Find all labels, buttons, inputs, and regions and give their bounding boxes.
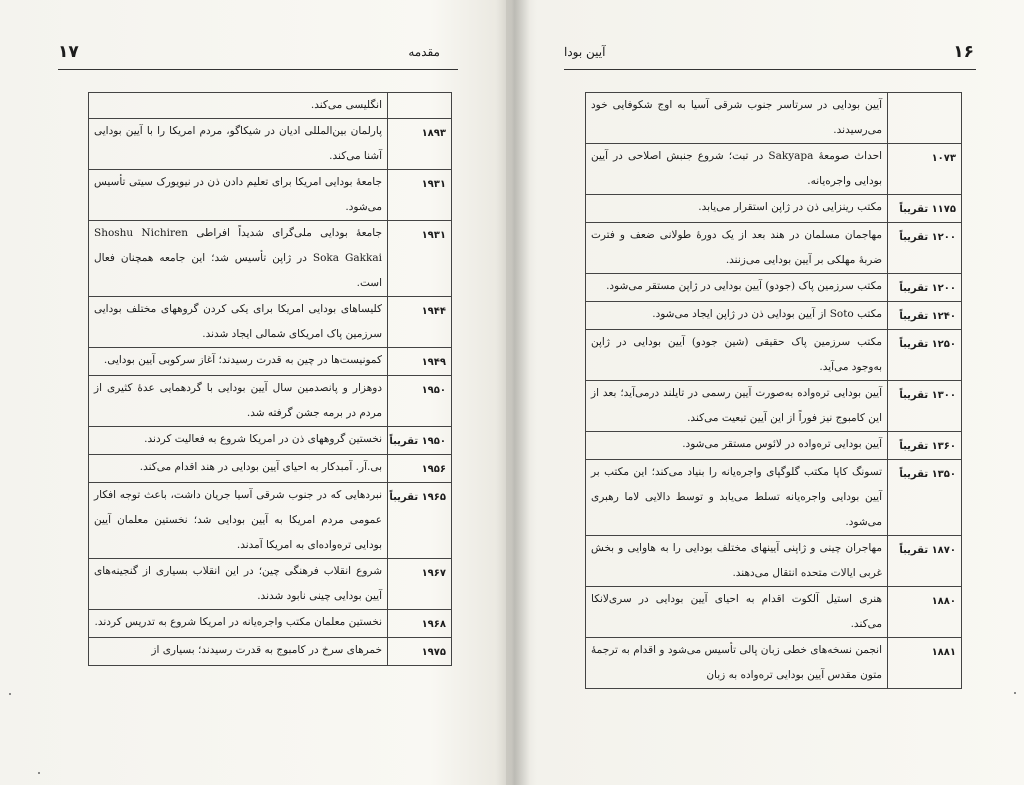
running-title: آیین بودا — [564, 45, 606, 59]
row-event: انجمن نسخه‌های خطی زبان پالی تأسیس می‌شود و اقدام به ترجمهٔ متون مقدس آیین بودایی تره‌واده به زبان — [586, 638, 888, 689]
row-event: انگلیسی می‌کند. — [89, 93, 388, 119]
header-rule — [58, 69, 458, 70]
chronology-row — [89, 427, 452, 455]
chronology-row — [89, 455, 452, 483]
row-event: مهاجمان مسلمان در هند بعد از یک دورهٔ طولانی ضعف و فترت ضربهٔ مهلکی بر آیین بودایی می‌زنند. — [586, 223, 888, 274]
row-year: ۱۸۸۱ — [888, 638, 962, 689]
left-page-header — [58, 40, 440, 64]
row-year: ۱۲۰۰ تقریباً — [888, 274, 962, 302]
row-event: هنری استیل آلکوت اقدام به احیای آیین بودایی در سری‌لانکا می‌کند. — [586, 587, 888, 638]
row-year: ۱۸۸۰ — [888, 587, 962, 638]
chronology-row — [586, 223, 962, 274]
row-event: مکتب سرزمین پاک (جودو) آیین بودایی در ژاپن مستقر می‌شود. — [586, 274, 888, 302]
row-year: ۱۲۴۰ تقریباً — [888, 302, 962, 330]
row-year: ۱۱۷۵ تقریباً — [888, 195, 962, 223]
row-event: تسونگ کاپا مکتب گلوگپای واجره‌یانه را بنیاد می‌کند؛ این مکتب بر آیین بودایی واجره‌یانه تسلط می‌یابد و توسط دالایی لاما رهبری می‌شود. — [586, 460, 888, 536]
row-year: ۱۹۳۱ — [388, 221, 452, 297]
row-event: نخستین گروههای ذن در امریکا شروع به فعالیت کردند. — [89, 427, 388, 455]
row-event: پارلمان بین‌المللی ادیان در شیکاگو، مردم امریکا را با آیین بودایی آشنا می‌کند. — [89, 119, 388, 170]
chronology-row — [586, 144, 962, 195]
chronology-row — [586, 330, 962, 381]
chronology-row — [586, 432, 962, 460]
row-event: آیین بودایی تره‌واده در لائوس مستقر می‌شود. — [586, 432, 888, 460]
row-year: ۱۹۵۶ — [388, 455, 452, 483]
row-year: ۱۹۶۸ — [388, 610, 452, 638]
chronology-row — [89, 483, 452, 559]
row-event: بی.آر. آمبدکار به احیای آیین بودایی در هند اقدام می‌کند. — [89, 455, 388, 483]
row-event: آیین بودایی در سرتاسر جنوب شرقی آسیا به اوج شکوفایی خود می‌رسیدند. — [586, 93, 888, 144]
chronology-row — [89, 559, 452, 610]
row-year: ۱۹۵۰ تقریباً — [388, 427, 452, 455]
paper-speck — [1014, 692, 1016, 694]
chronology-row — [586, 638, 962, 689]
row-event: مکتب Soto از آیین بودایی ذن در ژاپن ایجاد می‌شود. — [586, 302, 888, 330]
row-year — [388, 93, 452, 119]
row-year: ۱۹۴۹ — [388, 348, 452, 376]
row-event: مکتب سرزمین پاک حقیقی (شین جودو) آیین بودایی در ژاپن به‌وجود می‌آید. — [586, 330, 888, 381]
chronology-row — [89, 93, 452, 119]
chronology-row — [89, 376, 452, 427]
row-year: ۱۸۷۰ تقریباً — [888, 536, 962, 587]
left-page — [0, 0, 506, 785]
row-year: ۱۲۵۰ تقریباً — [888, 330, 962, 381]
row-year: ۱۹۷۵ — [388, 638, 452, 666]
row-event: جامعهٔ بودایی امریکا برای تعلیم دادن ذن در نیویورک سیتی تأسیس می‌شود. — [89, 170, 388, 221]
chronology-row — [89, 170, 452, 221]
row-event: نخستین معلمان مکتب واجره‌یانه در امریکا شروع به تدریس کردند. — [89, 610, 388, 638]
chronology-table-left — [88, 92, 452, 666]
chronology-row — [586, 195, 962, 223]
chronology-row — [89, 348, 452, 376]
row-event: آیین بودایی تره‌واده به‌صورت آیین رسمی در تایلند درمی‌آید؛ بعد از این کامبوج نیز فوراً از این آیین تبعیت می‌کند. — [586, 381, 888, 432]
chronology-row — [586, 302, 962, 330]
row-year — [888, 93, 962, 144]
row-event: احداث صومعهٔ Sakyapa در تبت؛ شروع جنبش اصلاحی در آیین بودایی واجره‌یانه. — [586, 144, 888, 195]
running-title: مقدمه — [408, 45, 440, 59]
chronology-row — [586, 274, 962, 302]
row-event: مکتب رینزایی ذن در ژاپن استقرار می‌یابد. — [586, 195, 888, 223]
row-year: ۱۸۹۳ — [388, 119, 452, 170]
chronology-row — [89, 610, 452, 638]
chronology-row — [586, 536, 962, 587]
page-number: ۱۷ — [58, 42, 79, 62]
right-page — [506, 0, 1024, 785]
book-gutter — [496, 0, 530, 785]
row-year: ۱۰۷۳ — [888, 144, 962, 195]
row-year: ۱۳۵۰ تقریباً — [888, 460, 962, 536]
chronology-row — [89, 119, 452, 170]
chronology-row — [586, 587, 962, 638]
row-event: شروع انقلاب فرهنگی چین؛ در این انقلاب بسیاری از گنجینه‌های آیین بودایی چینی نابود شدند. — [89, 559, 388, 610]
chronology-table-right — [585, 92, 962, 689]
header-rule — [564, 69, 976, 70]
chronology-row — [586, 93, 962, 144]
row-year: ۱۹۵۰ — [388, 376, 452, 427]
row-event: جامعهٔ بودایی ملی‌گرای شدیداً افراطی Shoshu Nichiren Soka Gakkai در ژاپن تأسیس شد؛ این جامعه همچنان فعال است. — [89, 221, 388, 297]
row-year: ۱۳۰۰ تقریباً — [888, 381, 962, 432]
chronology-row — [89, 221, 452, 297]
row-event: کلیساهای بودایی امریکا برای یکی کردن گروههای مختلف بودایی سرزمین پاک امریکای شمالی ایجاد شدند. — [89, 297, 388, 348]
row-event: خمرهای سرخ در کامبوج به قدرت رسیدند؛ بسیاری از — [89, 638, 388, 666]
row-event: نبردهایی که در جنوب شرقی آسیا جریان داشت، باعث توجه افکار عمومی مردم امریکا به آیین بودایی شد؛ نخستین معلمان آیین بودایی تره‌واده‌ای به امریکا آمدند. — [89, 483, 388, 559]
paper-speck — [38, 772, 40, 774]
row-year: ۱۹۴۴ — [388, 297, 452, 348]
paper-speck — [9, 693, 11, 695]
row-event: مهاجران چینی و ژاپنی آیینهای مختلف بودایی را به هاوایی و بخش غربی ایالات متحده انتقال می‌دهند. — [586, 536, 888, 587]
page-number: ۱۶ — [953, 42, 974, 62]
row-year: ۱۹۶۵ تقریباً — [388, 483, 452, 559]
row-year: ۱۲۰۰ تقریباً — [888, 223, 962, 274]
chronology-row — [586, 460, 962, 536]
chronology-row — [89, 297, 452, 348]
row-event: دوهزار و پانصدمین سال آیین بودایی با گردهمایی عدهٔ کثیری از مردم در برمه جشن گرفته شد. — [89, 376, 388, 427]
right-page-header — [564, 40, 974, 64]
row-event: کمونیست‌ها در چین به قدرت رسیدند؛ آغاز سرکوبی آیین بودایی. — [89, 348, 388, 376]
row-year: ۱۹۳۱ — [388, 170, 452, 221]
chronology-row — [89, 638, 452, 666]
row-year: ۱۹۶۷ — [388, 559, 452, 610]
row-year: ۱۳۶۰ تقریباً — [888, 432, 962, 460]
chronology-row — [586, 381, 962, 432]
